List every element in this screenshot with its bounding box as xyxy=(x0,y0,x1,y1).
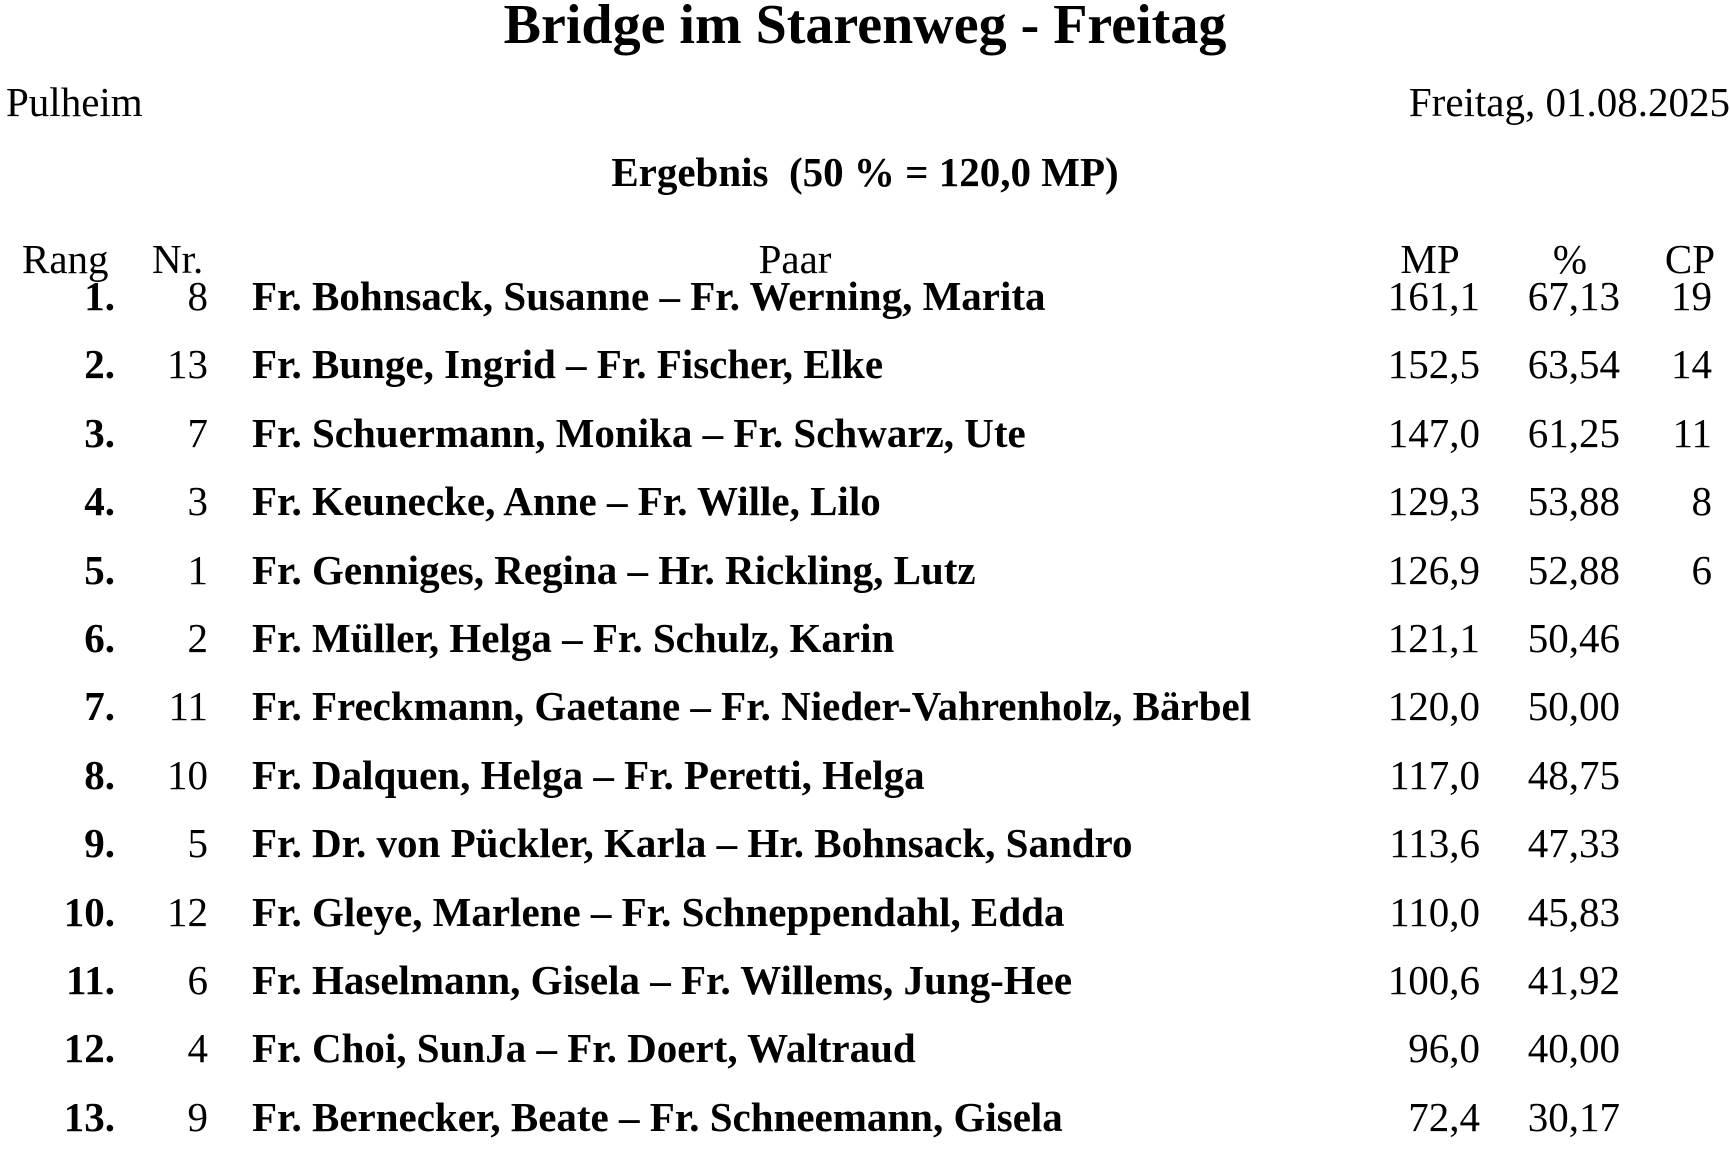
pair-number-cell: 5 xyxy=(187,820,208,867)
pair-number-cell: 1 xyxy=(187,546,208,593)
pair-names-cell: Fr. Choi, SunJa – Fr. Doert, Waltraud xyxy=(252,1025,916,1072)
rang-cell: 11. xyxy=(66,957,115,1003)
matchpoints-cell: 147,0 xyxy=(1387,409,1480,456)
rang-cell: 9. xyxy=(84,820,115,867)
matchpoints-cell: 129,3 xyxy=(1387,478,1480,525)
percent-cell: 53,88 xyxy=(1527,478,1620,525)
percent-cell: 50,00 xyxy=(1527,683,1620,730)
table-row xyxy=(0,946,1730,1014)
matchpoints-cell: 152,5 xyxy=(1387,341,1480,388)
rang-cell: 2. xyxy=(84,341,115,388)
page-title: Bridge im Starenweg - Freitag xyxy=(503,0,1227,56)
clubpoints-cell: 11 xyxy=(1672,409,1712,456)
pair-names-cell: Fr. Haselmann, Gisela – Fr. Willems, Jung-Hee xyxy=(252,957,1073,1003)
pair-names-cell: Fr. Keunecke, Anne – Fr. Wille, Lilo xyxy=(252,478,881,525)
clubpoints-cell xyxy=(1640,1083,1712,1151)
percent-cell: 50,46 xyxy=(1527,615,1620,661)
table-row xyxy=(0,741,1730,809)
table-row xyxy=(0,536,1730,604)
clubpoints-cell xyxy=(1640,946,1712,1014)
percent-cell: 48,75 xyxy=(1527,751,1620,798)
rang-cell: 7. xyxy=(84,683,115,730)
location-label: Pulheim xyxy=(6,79,143,125)
percent-cell: 52,88 xyxy=(1527,546,1620,593)
percent-cell: 40,00 xyxy=(1527,1025,1620,1072)
rang-cell: 6. xyxy=(84,615,115,661)
clubpoints-cell xyxy=(1640,741,1712,809)
column-header-rang: Rang xyxy=(22,236,109,282)
matchpoints-cell: 96,0 xyxy=(1408,1025,1480,1072)
column-header-nr: Nr. xyxy=(152,236,204,282)
rang-cell: 4. xyxy=(84,478,115,525)
matchpoints-cell: 72,4 xyxy=(1408,1093,1480,1140)
column-header-mp: MP xyxy=(1400,236,1460,282)
percent-cell: 61,25 xyxy=(1527,409,1620,456)
table-row xyxy=(0,604,1730,672)
pair-number-cell: 4 xyxy=(187,1025,208,1072)
table-row xyxy=(0,262,1730,330)
pair-names-cell: Fr. Dr. von Pückler, Karla – Hr. Bohnsack, Sandro xyxy=(252,820,1133,867)
clubpoints-cell xyxy=(1640,672,1712,740)
matchpoints-cell: 110,0 xyxy=(1389,888,1480,935)
pair-number-cell: 2 xyxy=(187,615,208,661)
column-header-percent: % xyxy=(1552,236,1588,282)
rang-cell: 12. xyxy=(63,1025,115,1072)
column-header-cp: CP xyxy=(1664,236,1716,282)
percent-cell: 41,92 xyxy=(1527,957,1620,1003)
pair-names-cell: Fr. Bunge, Ingrid – Fr. Fischer, Elke xyxy=(252,341,884,388)
clubpoints-cell xyxy=(1640,604,1712,672)
pair-number-cell: 7 xyxy=(187,409,208,456)
table-row xyxy=(0,330,1730,398)
matchpoints-cell: 117,0 xyxy=(1389,751,1480,798)
matchpoints-cell: 121,1 xyxy=(1387,615,1480,661)
clubpoints-cell xyxy=(1640,1014,1712,1082)
pair-names-cell: Fr. Freckmann, Gaetane – Fr. Nieder-Vahrenholz, Bärbel xyxy=(252,683,1252,730)
rang-cell: 10. xyxy=(63,888,115,935)
matchpoints-cell: 100,6 xyxy=(1387,957,1480,1003)
rang-cell: 1. xyxy=(84,273,115,319)
percent-cell: 47,33 xyxy=(1527,820,1620,867)
clubpoints-cell: 14 xyxy=(1671,341,1712,388)
pair-names-cell: Fr. Schuermann, Monika – Fr. Schwarz, Ute xyxy=(252,409,1026,456)
rang-cell: 8. xyxy=(84,751,115,798)
pair-names-cell: Fr. Bohnsack, Susanne – Fr. Werning, Marita xyxy=(252,273,1046,319)
pair-number-cell: 3 xyxy=(187,478,208,525)
pair-names-cell: Fr. Müller, Helga – Fr. Schulz, Karin xyxy=(252,615,895,661)
pair-number-cell: 9 xyxy=(187,1093,208,1140)
table-row xyxy=(0,672,1730,740)
percent-cell: 67,13 xyxy=(1527,273,1620,319)
table-row xyxy=(0,809,1730,877)
rang-cell: 13. xyxy=(63,1093,115,1140)
percent-cell: 30,17 xyxy=(1527,1093,1620,1140)
column-header-paar: Paar xyxy=(758,236,832,282)
table-row xyxy=(0,878,1730,946)
date-label: Freitag, 01.08.2025 xyxy=(1408,79,1730,125)
clubpoints-cell: 8 xyxy=(1691,478,1712,525)
clubpoints-cell xyxy=(1640,878,1712,946)
table-row xyxy=(0,1014,1730,1082)
pair-number-cell: 11 xyxy=(168,683,208,730)
pair-number-cell: 12 xyxy=(167,888,208,935)
table-row xyxy=(0,399,1730,467)
pair-number-cell: 8 xyxy=(187,273,208,319)
pair-names-cell: Fr. Gleye, Marlene – Fr. Schneppendahl, Edda xyxy=(252,888,1065,935)
matchpoints-cell: 120,0 xyxy=(1387,683,1480,730)
table-row xyxy=(0,467,1730,535)
rang-cell: 5. xyxy=(84,546,115,593)
clubpoints-cell: 19 xyxy=(1671,273,1712,319)
percent-cell: 63,54 xyxy=(1527,341,1620,388)
pair-names-cell: Fr. Bernecker, Beate – Fr. Schneemann, Gisela xyxy=(252,1093,1063,1140)
clubpoints-cell: 6 xyxy=(1691,546,1712,593)
rang-cell: 3. xyxy=(84,409,115,456)
matchpoints-cell: 113,6 xyxy=(1389,820,1480,867)
pair-names-cell: Fr. Genniges, Regina – Hr. Rickling, Lutz xyxy=(252,546,976,593)
pair-number-cell: 6 xyxy=(187,957,208,1003)
pair-names-cell: Fr. Dalquen, Helga – Fr. Peretti, Helga xyxy=(252,751,925,798)
result-subtitle: Ergebnis (50 % = 120,0 MP) xyxy=(611,149,1119,195)
matchpoints-cell: 126,9 xyxy=(1387,546,1480,593)
matchpoints-cell: 161,1 xyxy=(1387,273,1480,319)
percent-cell: 45,83 xyxy=(1527,888,1620,935)
pair-number-cell: 10 xyxy=(167,751,208,798)
clubpoints-cell xyxy=(1640,809,1712,877)
table-row xyxy=(0,1083,1730,1151)
pair-number-cell: 13 xyxy=(167,341,208,388)
